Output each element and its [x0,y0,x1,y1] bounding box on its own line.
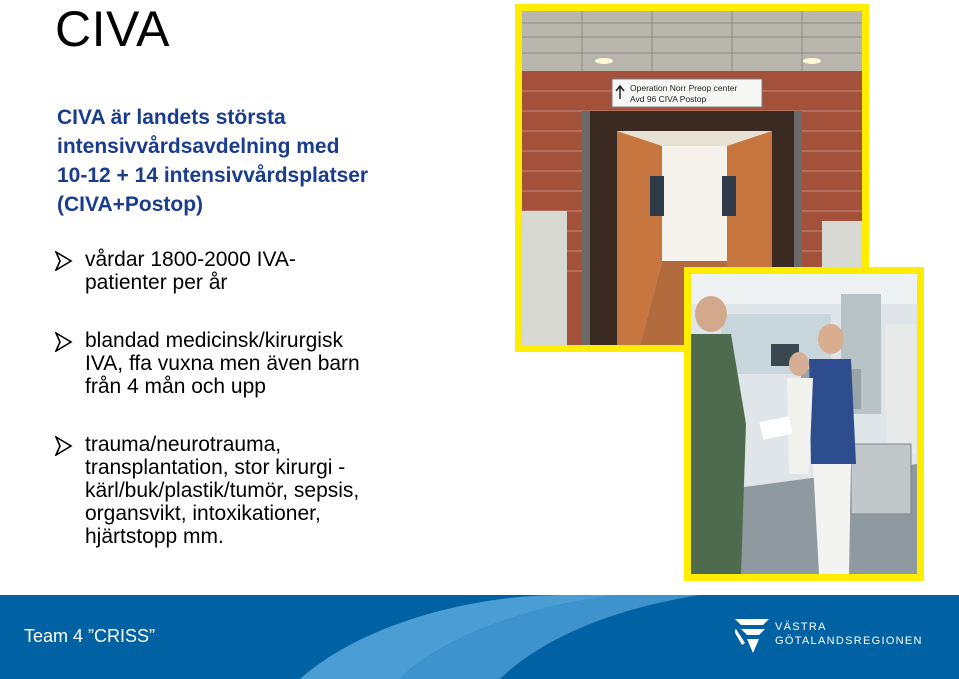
bullet-line: vårdar 1800-2000 IVA- [85,248,296,271]
intro-line: CIVA är landets största [57,106,286,129]
logo-line2: GÖTALANDSREGIONEN [775,635,923,647]
intro-line: 10-12 + 14 intensivvårdsplatser [57,164,369,187]
bullet-line: transplantation, stor kirurgi - [85,456,346,479]
icu-room-photo [684,267,924,581]
slide-title: CIVA [55,1,170,57]
bullet-line: hjärtstopp mm. [85,525,224,548]
bullet-line: trauma/neurotrauma, [85,433,282,456]
footer-bar [0,595,959,679]
footer-team-label: Team 4 ”CRISS” [24,626,156,646]
intro-line: (CIVA+Postop) [57,193,204,216]
corridor-sign-line2: Avd 96 CIVA Postop [630,94,707,104]
bullet-line: patienter per år [85,271,228,294]
bullet-line: IVA, ffa vuxna men även barn [85,352,360,375]
vgr-logo-icon [735,617,771,655]
arrowhead-bullet-icon [55,332,73,352]
corridor-sign-line1: Operation Norr Preop center [630,83,738,93]
intro-line: intensivvårdsavdelning med [57,135,340,158]
logo-line1: VÄSTRA [775,621,827,633]
bullet-line: organsvikt, intoxikationer, [85,502,321,525]
vgr-logo [735,617,935,655]
bullet-line: blandad medicinsk/kirurgisk [85,329,343,352]
bullet-line: från 4 mån och upp [85,375,266,398]
bullet-line: kärl/buk/plastik/tumör, sepsis, [85,479,360,502]
arrowhead-bullet-icon [55,251,73,271]
intro-text [57,103,477,219]
arrowhead-bullet-icon [55,436,73,456]
